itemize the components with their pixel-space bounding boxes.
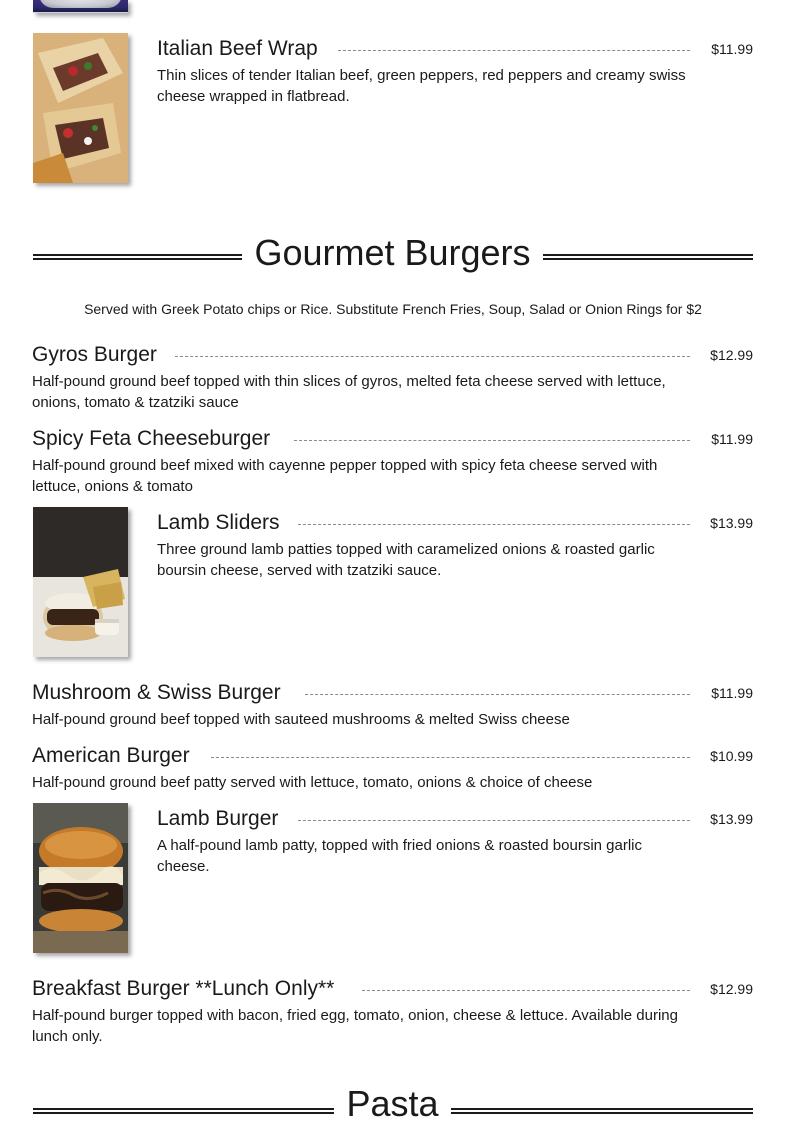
item-price: $13.99: [710, 515, 753, 531]
leader-dots: [298, 524, 690, 525]
item-price: $11.99: [711, 685, 753, 701]
item-description: A half-pound lamb patty, topped with fried onions & roasted boursin garlic cheese.: [157, 837, 643, 875]
section-note: Served with Greek Potato chips or Rice. Substitute French Fries, Soup, Salad or Onion Rings for $2: [84, 301, 702, 317]
item-price: $12.99: [710, 347, 753, 363]
item-price: $11.99: [711, 431, 753, 447]
section-rule-left: [33, 254, 242, 260]
item-description: Three ground lamb patties topped with caramelized onions & roasted garlic boursin cheese, served with tzatziki sauce.: [157, 541, 655, 579]
item-name[interactable]: American Burger: [32, 744, 202, 768]
section-title: Gourmet Burgers: [254, 232, 531, 273]
leader-dots: [175, 356, 690, 357]
wrap-photo[interactable]: [33, 33, 128, 183]
item-description: Half-pound burger topped with bacon, fried egg, tomato, onion, cheese & lettuce. Available during lunch only.: [32, 1007, 678, 1045]
item-name[interactable]: Lamb Burger: [157, 807, 290, 831]
section-rule-right: [543, 254, 753, 260]
section-rule-left: [33, 1108, 334, 1114]
item-description: Half-pound ground beef topped with sauteed mushrooms & melted Swiss cheese: [32, 711, 570, 728]
item-name[interactable]: Spicy Feta Cheeseburger: [32, 427, 282, 451]
item-description: Half-pound ground beef topped with thin slices of gyros, melted feta cheese served with lettuce, onions, tomato & tzatziki sauce: [32, 373, 666, 411]
plate-photo: [33, 0, 128, 13]
burger-photo[interactable]: [33, 803, 128, 953]
item-description: Half-pound ground beef patty served with lettuce, tomato, onions & choice of cheese: [32, 774, 593, 791]
item-name[interactable]: Italian Beef Wrap: [157, 37, 330, 61]
leader-dots: [362, 990, 690, 991]
item-price: $13.99: [710, 811, 753, 827]
leader-dots: [338, 50, 690, 51]
item-name[interactable]: Mushroom & Swiss Burger: [32, 681, 293, 705]
section-title: Pasta: [346, 1083, 439, 1124]
item-price: $11.99: [711, 41, 753, 57]
item-name[interactable]: Lamb Sliders: [157, 511, 292, 535]
leader-dots: [298, 820, 690, 821]
item-description: Half-pound ground beef mixed with cayenne pepper topped with spicy feta cheese served with lettuce, onions & tomato: [32, 457, 658, 495]
leader-dots: [211, 757, 690, 758]
item-description: Thin slices of tender Italian beef, green peppers, red peppers and creamy swiss cheese wrapped in flatbread.: [157, 67, 686, 105]
leader-dots: [305, 694, 690, 695]
section-rule-right: [451, 1108, 753, 1114]
item-name[interactable]: Gyros Burger: [32, 343, 169, 367]
sliders-photo[interactable]: [33, 507, 128, 657]
item-price: $12.99: [710, 981, 753, 997]
item-price: $10.99: [710, 748, 753, 764]
item-name[interactable]: Breakfast Burger **Lunch Only**: [32, 977, 346, 1001]
leader-dots: [294, 440, 690, 441]
